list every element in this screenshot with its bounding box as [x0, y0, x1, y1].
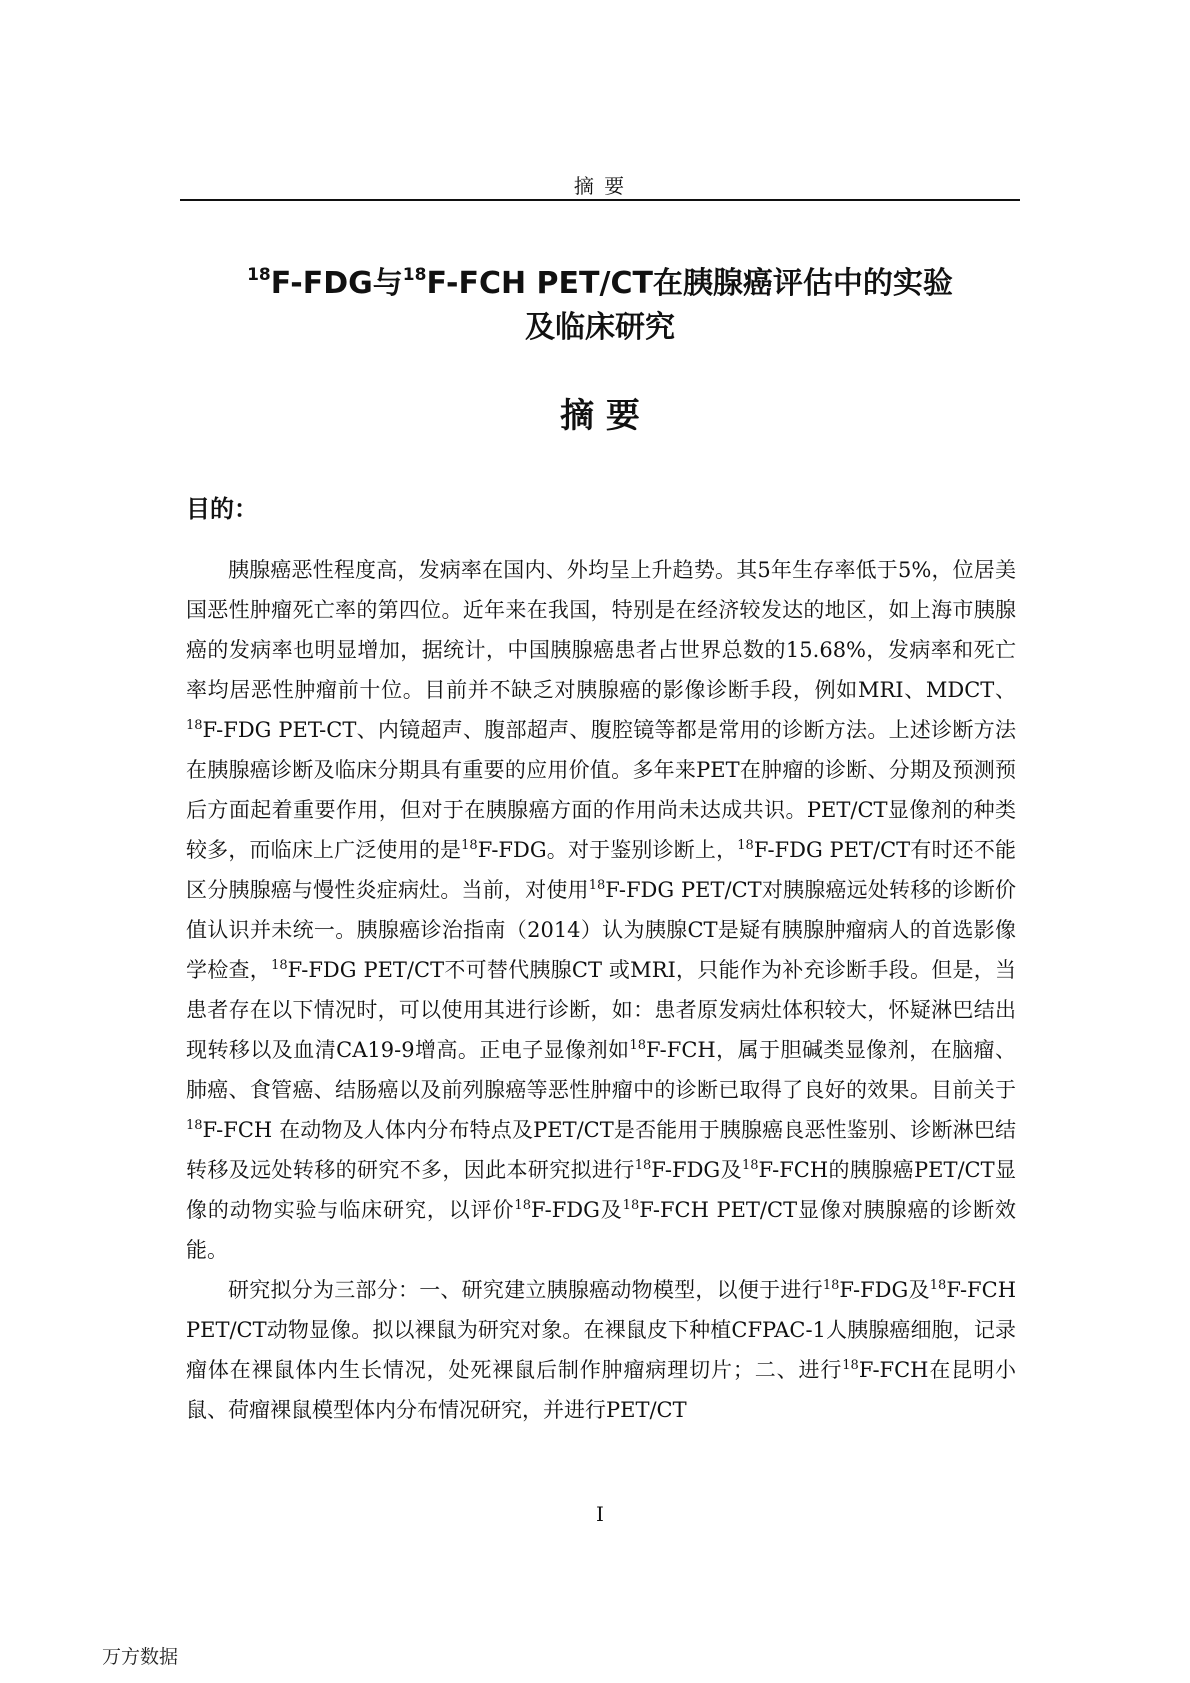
- title-superscript: 18: [247, 265, 271, 285]
- superscript: 18: [514, 1198, 531, 1213]
- document-title: [180, 262, 1020, 350]
- abstract-heading: 摘 要: [560, 396, 640, 436]
- text-run: 胰腺癌恶性程度高，发病率在国内、外均呈上升趋势。其5年生存率低于5%，位居美国恶性肿瘤死亡率的第四位。近年来在我国，特别是在经济较发达的地区，如上海市胰腺癌的发病率也明显增加，据统计，中国胰腺癌患者占世界总数的15.68%，发病率和死亡率均居恶性肿瘤前十位。目前并不缺乏对胰腺癌的影像诊断手段，例如MRI、MDCT、: [186, 558, 1016, 702]
- text-run: F-FDG PET/CT有时还不能区分胰腺癌与慢性炎症病灶。当前，对使用: [186, 838, 1017, 902]
- text-run: F-FCH PET/CT显像对胰腺癌的诊断效能。: [186, 1198, 1017, 1262]
- title-text: F-FDG与: [270, 266, 403, 301]
- text-run: F-FCH PET/CT动物显像。拟以裸鼠为研究对象。在裸鼠皮下种植CFPAC-1人胰腺癌细胞，记录瘤体在裸鼠体内生长情况，处死裸鼠后制作肿瘤病理切片；二、进行: [186, 1278, 1017, 1382]
- section-heading-objective: 目的：: [186, 495, 258, 523]
- text-run: 研究拟分为三部分：一、研究建立胰腺癌动物模型，以便于进行: [228, 1278, 823, 1302]
- text-run: F-FDG。对于鉴别诊断上，: [477, 838, 738, 862]
- text-run: F-FDG PET/CT不可替代胰腺CT 或MRI，只能作为补充诊断手段。但是，当患者存在以下情况时，可以使用其进行诊断，如：患者原发病灶体积较大，怀疑淋巴结出现转移以及血清CA19-9增高。正电子显像剂如: [186, 958, 1017, 1062]
- title-text: F-FCH PET/CT在胰腺癌评估中的实验: [426, 266, 953, 301]
- title-line-1: [180, 262, 1020, 306]
- superscript: 18: [186, 718, 203, 733]
- superscript: 18: [822, 1278, 840, 1293]
- watermark: 万方数据: [102, 1646, 179, 1668]
- paragraph-2: [186, 1270, 1016, 1430]
- abstract-body: [186, 550, 1016, 1430]
- text-run: F-FDG PET/CT对胰腺癌远处转移的诊断价值认识并未统一。胰腺癌诊治指南（2014）认为胰腺CT是疑有胰腺肿瘤病人的首选影像学检查，: [186, 878, 1017, 982]
- header-rule: [180, 199, 1020, 201]
- text-run: F-FDG PET-CT、内镜超声、腹部超声、腹腔镜等都是常用的诊断方法。上述诊断方法在胰腺癌诊断及临床分期具有重要的应用价值。多年来PET在肿瘤的诊断、分期及预测预后方面起着重要作用，但对于在胰腺癌方面的作用尚未达成共识。PET/CT显像剂的种类较多，而临床上广泛使用的是: [186, 718, 1016, 862]
- superscript: 18: [929, 1278, 947, 1293]
- superscript: 18: [634, 1158, 652, 1173]
- paragraph-1: [186, 550, 1016, 1270]
- running-header: 摘 要: [573, 174, 627, 198]
- superscript: 18: [461, 838, 478, 853]
- text-run: F-FCH的胰腺癌PET/CT显像的动物实验与临床研究，以评价: [186, 1158, 1017, 1222]
- superscript: 18: [741, 1158, 759, 1173]
- text-run: F-FCH在昆明小鼠、荷瘤裸鼠模型体内分布情况研究，并进行PET/CT: [186, 1358, 1016, 1422]
- text-run: F-FDG及: [530, 1198, 623, 1222]
- superscript: 18: [271, 958, 288, 973]
- page-number: I: [596, 1502, 604, 1526]
- superscript: 18: [622, 1198, 640, 1213]
- superscript: 18: [842, 1358, 859, 1373]
- text-run: F-FDG及: [651, 1158, 742, 1182]
- text-run: F-FDG及: [839, 1278, 930, 1302]
- text-run: F-FCH 在动物及人体内分布特点及PET/CT是否能用于胰腺癌良恶性鉴别、诊断淋巴结转移及远处转移的研究不多，因此本研究拟进行: [186, 1118, 1016, 1182]
- superscript: 18: [737, 838, 754, 853]
- superscript: 18: [186, 1118, 203, 1133]
- superscript: 18: [588, 878, 606, 893]
- title-line-2: 及临床研究: [525, 310, 675, 345]
- title-superscript: 18: [402, 265, 427, 285]
- text-run: F-FCH，属于胆碱类显像剂，在脑瘤、肺癌、食管癌、结肠癌以及前列腺癌等恶性肿瘤中的诊断已取得了良好的效果。目前关于: [186, 1038, 1016, 1102]
- superscript: 18: [629, 1038, 647, 1053]
